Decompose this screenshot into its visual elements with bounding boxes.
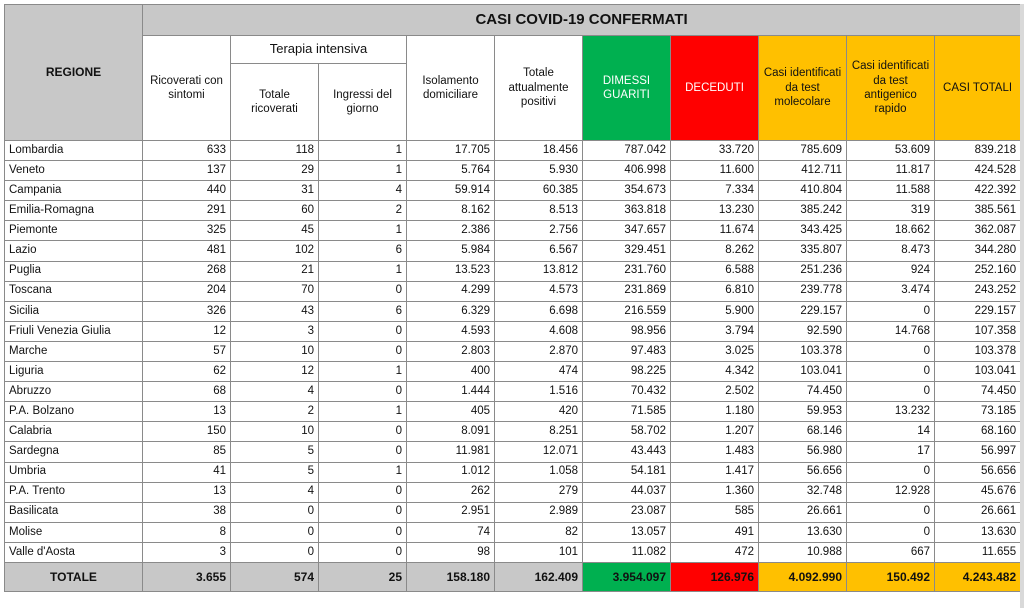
table-row — [5, 221, 1021, 241]
molecolare-cell: 13.630 — [759, 522, 847, 542]
header-totali: CASI TOTALI — [935, 36, 1021, 141]
table-row — [5, 261, 1021, 281]
casi-totali-cell: 229.157 — [935, 301, 1021, 321]
ingressi-cell: 1 — [319, 402, 407, 422]
deceduti-cell: 1.360 — [671, 482, 759, 502]
molecolare-cell: 103.041 — [759, 362, 847, 382]
casi-totali-cell: 362.087 — [935, 221, 1021, 241]
casi-totali-cell: 103.378 — [935, 341, 1021, 361]
antigenico-cell: 0 — [847, 362, 935, 382]
dimessi-cell: 98.225 — [583, 362, 671, 382]
molecolare-cell: 785.609 — [759, 141, 847, 161]
antigenico-cell: 3.474 — [847, 281, 935, 301]
header-antigenico: Casi identificati da test antigenico rapido — [847, 36, 935, 141]
header-molecolare: Casi identificati da test molecolare — [759, 36, 847, 141]
totale-ricoverati-cell: 5 — [231, 462, 319, 482]
dimessi-cell: 97.483 — [583, 341, 671, 361]
header-terapia-group: Terapia intensiva — [231, 36, 407, 64]
antigenico-cell: 11.588 — [847, 181, 935, 201]
header-totale-ricoverati: Totale ricoverati — [231, 64, 319, 141]
antigenico-cell: 8.473 — [847, 241, 935, 261]
ricoverati-cell: 150 — [143, 422, 231, 442]
molecolare-cell: 26.661 — [759, 502, 847, 522]
table-row — [5, 542, 1021, 562]
table-row — [5, 321, 1021, 341]
antigenico-cell: 0 — [847, 341, 935, 361]
totale-ricoverati-cell: 2 — [231, 402, 319, 422]
isolamento-cell: 17.705 — [407, 141, 495, 161]
isolamento-cell: 1.444 — [407, 382, 495, 402]
casi-totali-cell: 243.252 — [935, 281, 1021, 301]
ricoverati-cell: 12 — [143, 321, 231, 341]
ingressi-cell: 1 — [319, 221, 407, 241]
region-name-cell: Campania — [5, 181, 143, 201]
ricoverati-cell: 137 — [143, 161, 231, 181]
totale-ricoverati-cell: 31 — [231, 181, 319, 201]
ricoverati-cell: 325 — [143, 221, 231, 241]
ingressi-cell: 0 — [319, 442, 407, 462]
dimessi-cell: 11.082 — [583, 542, 671, 562]
molecolare-cell: 343.425 — [759, 221, 847, 241]
dimessi-cell: 347.657 — [583, 221, 671, 241]
ingressi-cell: 0 — [319, 502, 407, 522]
ingressi-cell: 1 — [319, 141, 407, 161]
ricoverati-cell: 204 — [143, 281, 231, 301]
region-name-cell: Molise — [5, 522, 143, 542]
isolamento-cell: 2.951 — [407, 502, 495, 522]
casi-totali-cell: 56.656 — [935, 462, 1021, 482]
molecolare-cell: 103.378 — [759, 341, 847, 361]
dimessi-cell: 71.585 — [583, 402, 671, 422]
region-name-cell: Basilicata — [5, 502, 143, 522]
dimessi-cell: 216.559 — [583, 301, 671, 321]
ingressi-cell: 2 — [319, 201, 407, 221]
deceduti-cell: 1.180 — [671, 402, 759, 422]
total-dimessi: 3.954.097 — [583, 562, 671, 591]
right-edge-strip — [1020, 4, 1024, 608]
totals-row — [5, 562, 1021, 591]
totale-ricoverati-cell: 118 — [231, 141, 319, 161]
deceduti-cell: 33.720 — [671, 141, 759, 161]
positivi-cell: 1.516 — [495, 382, 583, 402]
antigenico-cell: 667 — [847, 542, 935, 562]
molecolare-cell: 56.656 — [759, 462, 847, 482]
casi-totali-cell: 839.218 — [935, 141, 1021, 161]
molecolare-cell: 239.778 — [759, 281, 847, 301]
deceduti-cell: 11.674 — [671, 221, 759, 241]
totale-ricoverati-cell: 12 — [231, 362, 319, 382]
antigenico-cell: 17 — [847, 442, 935, 462]
isolamento-cell: 4.299 — [407, 281, 495, 301]
totale-ricoverati-cell: 10 — [231, 422, 319, 442]
molecolare-cell: 32.748 — [759, 482, 847, 502]
region-name-cell: P.A. Bolzano — [5, 402, 143, 422]
table-row — [5, 161, 1021, 181]
ingressi-cell: 0 — [319, 281, 407, 301]
ricoverati-cell: 85 — [143, 442, 231, 462]
totale-ricoverati-cell: 5 — [231, 442, 319, 462]
ricoverati-cell: 440 — [143, 181, 231, 201]
deceduti-cell: 2.502 — [671, 382, 759, 402]
region-name-cell: Valle d'Aosta — [5, 542, 143, 562]
antigenico-cell: 11.817 — [847, 161, 935, 181]
antigenico-cell: 0 — [847, 382, 935, 402]
ingressi-cell: 1 — [319, 462, 407, 482]
casi-totali-cell: 422.392 — [935, 181, 1021, 201]
totale-ricoverati-cell: 21 — [231, 261, 319, 281]
totale-ricoverati-cell: 0 — [231, 502, 319, 522]
dimessi-cell: 231.869 — [583, 281, 671, 301]
isolamento-cell: 2.803 — [407, 341, 495, 361]
deceduti-cell: 1.207 — [671, 422, 759, 442]
casi-totali-cell: 26.661 — [935, 502, 1021, 522]
deceduti-cell: 585 — [671, 502, 759, 522]
antigenico-cell: 14.768 — [847, 321, 935, 341]
molecolare-cell: 92.590 — [759, 321, 847, 341]
positivi-cell: 474 — [495, 362, 583, 382]
isolamento-cell: 2.386 — [407, 221, 495, 241]
molecolare-cell: 68.146 — [759, 422, 847, 442]
totale-ricoverati-cell: 0 — [231, 522, 319, 542]
header-dimessi: DIMESSI GUARITI — [583, 36, 671, 141]
region-name-cell: P.A. Trento — [5, 482, 143, 502]
isolamento-cell: 1.012 — [407, 462, 495, 482]
isolamento-cell: 11.981 — [407, 442, 495, 462]
ingressi-cell: 4 — [319, 181, 407, 201]
molecolare-cell: 74.450 — [759, 382, 847, 402]
positivi-cell: 101 — [495, 542, 583, 562]
table-row — [5, 141, 1021, 161]
ricoverati-cell: 41 — [143, 462, 231, 482]
isolamento-cell: 8.091 — [407, 422, 495, 442]
deceduti-cell: 5.900 — [671, 301, 759, 321]
ingressi-cell: 1 — [319, 362, 407, 382]
deceduti-cell: 491 — [671, 522, 759, 542]
ingressi-cell: 0 — [319, 522, 407, 542]
antigenico-cell: 0 — [847, 522, 935, 542]
table-row — [5, 281, 1021, 301]
ingressi-cell: 1 — [319, 261, 407, 281]
casi-totali-cell: 74.450 — [935, 382, 1021, 402]
isolamento-cell: 59.914 — [407, 181, 495, 201]
table-row — [5, 341, 1021, 361]
region-name-cell: Emilia-Romagna — [5, 201, 143, 221]
deceduti-cell: 13.230 — [671, 201, 759, 221]
region-name-cell: Calabria — [5, 422, 143, 442]
antigenico-cell: 14 — [847, 422, 935, 442]
totals-label: TOTALE — [5, 562, 143, 591]
molecolare-cell: 229.157 — [759, 301, 847, 321]
dimessi-cell: 231.760 — [583, 261, 671, 281]
dimessi-cell: 363.818 — [583, 201, 671, 221]
totale-ricoverati-cell: 29 — [231, 161, 319, 181]
dimessi-cell: 70.432 — [583, 382, 671, 402]
total-casi: 4.243.482 — [935, 562, 1021, 591]
positivi-cell: 2.870 — [495, 341, 583, 361]
table-row — [5, 522, 1021, 542]
total-positivi: 162.409 — [495, 562, 583, 591]
deceduti-cell: 3.794 — [671, 321, 759, 341]
antigenico-cell: 0 — [847, 462, 935, 482]
totale-ricoverati-cell: 0 — [231, 542, 319, 562]
ingressi-cell: 6 — [319, 301, 407, 321]
positivi-cell: 13.812 — [495, 261, 583, 281]
totale-ricoverati-cell: 4 — [231, 382, 319, 402]
table-row — [5, 402, 1021, 422]
ricoverati-cell: 326 — [143, 301, 231, 321]
positivi-cell: 6.567 — [495, 241, 583, 261]
dimessi-cell: 787.042 — [583, 141, 671, 161]
molecolare-cell: 10.988 — [759, 542, 847, 562]
dimessi-cell: 354.673 — [583, 181, 671, 201]
table-row — [5, 482, 1021, 502]
ingressi-cell: 0 — [319, 542, 407, 562]
positivi-cell: 279 — [495, 482, 583, 502]
deceduti-cell: 3.025 — [671, 341, 759, 361]
dimessi-cell: 13.057 — [583, 522, 671, 542]
region-name-cell: Veneto — [5, 161, 143, 181]
covid-table-container — [4, 4, 1020, 608]
casi-totali-cell: 68.160 — [935, 422, 1021, 442]
ricoverati-cell: 38 — [143, 502, 231, 522]
total-terapia: 574 — [231, 562, 319, 591]
totale-ricoverati-cell: 60 — [231, 201, 319, 221]
ricoverati-cell: 57 — [143, 341, 231, 361]
antigenico-cell: 0 — [847, 301, 935, 321]
isolamento-cell: 98 — [407, 542, 495, 562]
positivi-cell: 4.608 — [495, 321, 583, 341]
table-row — [5, 362, 1021, 382]
casi-totali-cell: 424.528 — [935, 161, 1021, 181]
covid-cases-table — [4, 4, 1021, 592]
total-antigenico: 150.492 — [847, 562, 935, 591]
isolamento-cell: 5.984 — [407, 241, 495, 261]
dimessi-cell: 23.087 — [583, 502, 671, 522]
ingressi-cell: 0 — [319, 382, 407, 402]
region-name-cell: Piemonte — [5, 221, 143, 241]
header-deceduti: DECEDUTI — [671, 36, 759, 141]
positivi-cell: 5.930 — [495, 161, 583, 181]
deceduti-cell: 8.262 — [671, 241, 759, 261]
deceduti-cell: 6.588 — [671, 261, 759, 281]
antigenico-cell: 53.609 — [847, 141, 935, 161]
positivi-cell: 2.989 — [495, 502, 583, 522]
total-ricoverati: 3.655 — [143, 562, 231, 591]
totale-ricoverati-cell: 70 — [231, 281, 319, 301]
header-isolamento: Isolamento domiciliare — [407, 36, 495, 141]
antigenico-cell: 13.232 — [847, 402, 935, 422]
deceduti-cell: 11.600 — [671, 161, 759, 181]
table-row — [5, 241, 1021, 261]
dimessi-cell: 43.443 — [583, 442, 671, 462]
antigenico-cell: 12.928 — [847, 482, 935, 502]
totale-ricoverati-cell: 10 — [231, 341, 319, 361]
deceduti-cell: 1.483 — [671, 442, 759, 462]
table-row — [5, 301, 1021, 321]
table-row — [5, 201, 1021, 221]
deceduti-cell: 1.417 — [671, 462, 759, 482]
dimessi-cell: 54.181 — [583, 462, 671, 482]
isolamento-cell: 8.162 — [407, 201, 495, 221]
ricoverati-cell: 3 — [143, 542, 231, 562]
positivi-cell: 2.756 — [495, 221, 583, 241]
positivi-cell: 8.251 — [495, 422, 583, 442]
isolamento-cell: 262 — [407, 482, 495, 502]
antigenico-cell: 0 — [847, 502, 935, 522]
ingressi-cell: 1 — [319, 161, 407, 181]
header-ingressi: Ingressi del giorno — [319, 64, 407, 141]
isolamento-cell: 74 — [407, 522, 495, 542]
isolamento-cell: 6.329 — [407, 301, 495, 321]
total-isolamento: 158.180 — [407, 562, 495, 591]
molecolare-cell: 56.980 — [759, 442, 847, 462]
ricoverati-cell: 481 — [143, 241, 231, 261]
isolamento-cell: 405 — [407, 402, 495, 422]
positivi-cell: 420 — [495, 402, 583, 422]
table-row — [5, 442, 1021, 462]
total-deceduti: 126.976 — [671, 562, 759, 591]
antigenico-cell: 18.662 — [847, 221, 935, 241]
region-name-cell: Friuli Venezia Giulia — [5, 321, 143, 341]
region-name-cell: Abruzzo — [5, 382, 143, 402]
totale-ricoverati-cell: 102 — [231, 241, 319, 261]
casi-totali-cell: 385.561 — [935, 201, 1021, 221]
dimessi-cell: 58.702 — [583, 422, 671, 442]
region-name-cell: Marche — [5, 341, 143, 361]
region-name-cell: Umbria — [5, 462, 143, 482]
table-row — [5, 181, 1021, 201]
isolamento-cell: 4.593 — [407, 321, 495, 341]
totale-ricoverati-cell: 43 — [231, 301, 319, 321]
table-row — [5, 382, 1021, 402]
deceduti-cell: 472 — [671, 542, 759, 562]
ricoverati-cell: 268 — [143, 261, 231, 281]
ingressi-cell: 6 — [319, 241, 407, 261]
totale-ricoverati-cell: 3 — [231, 321, 319, 341]
dimessi-cell: 406.998 — [583, 161, 671, 181]
molecolare-cell: 335.807 — [759, 241, 847, 261]
casi-totali-cell: 56.997 — [935, 442, 1021, 462]
positivi-cell: 82 — [495, 522, 583, 542]
region-name-cell: Lombardia — [5, 141, 143, 161]
total-molecolare: 4.092.990 — [759, 562, 847, 591]
positivi-cell: 18.456 — [495, 141, 583, 161]
antigenico-cell: 319 — [847, 201, 935, 221]
positivi-cell: 8.513 — [495, 201, 583, 221]
table-title: CASI COVID-19 CONFERMATI — [143, 5, 1021, 36]
dimessi-cell: 44.037 — [583, 482, 671, 502]
casi-totali-cell: 103.041 — [935, 362, 1021, 382]
dimessi-cell: 98.956 — [583, 321, 671, 341]
isolamento-cell: 5.764 — [407, 161, 495, 181]
table-row — [5, 462, 1021, 482]
isolamento-cell: 400 — [407, 362, 495, 382]
table-row — [5, 502, 1021, 522]
ricoverati-cell: 633 — [143, 141, 231, 161]
casi-totali-cell: 107.358 — [935, 321, 1021, 341]
positivi-cell: 6.698 — [495, 301, 583, 321]
region-name-cell: Liguria — [5, 362, 143, 382]
region-name-cell: Toscana — [5, 281, 143, 301]
casi-totali-cell: 45.676 — [935, 482, 1021, 502]
molecolare-cell: 251.236 — [759, 261, 847, 281]
dimessi-cell: 329.451 — [583, 241, 671, 261]
totale-ricoverati-cell: 4 — [231, 482, 319, 502]
positivi-cell: 4.573 — [495, 281, 583, 301]
totale-ricoverati-cell: 45 — [231, 221, 319, 241]
region-name-cell: Sardegna — [5, 442, 143, 462]
molecolare-cell: 385.242 — [759, 201, 847, 221]
casi-totali-cell: 11.655 — [935, 542, 1021, 562]
region-name-cell: Sicilia — [5, 301, 143, 321]
isolamento-cell: 13.523 — [407, 261, 495, 281]
ricoverati-cell: 8 — [143, 522, 231, 542]
total-ingressi: 25 — [319, 562, 407, 591]
header-positivi: Totale attualmente positivi — [495, 36, 583, 141]
positivi-cell: 1.058 — [495, 462, 583, 482]
positivi-cell: 60.385 — [495, 181, 583, 201]
ingressi-cell: 0 — [319, 321, 407, 341]
ricoverati-cell: 68 — [143, 382, 231, 402]
ingressi-cell: 0 — [319, 341, 407, 361]
ingressi-cell: 0 — [319, 482, 407, 502]
region-name-cell: Lazio — [5, 241, 143, 261]
molecolare-cell: 59.953 — [759, 402, 847, 422]
casi-totali-cell: 13.630 — [935, 522, 1021, 542]
ingressi-cell: 0 — [319, 422, 407, 442]
casi-totali-cell: 344.280 — [935, 241, 1021, 261]
molecolare-cell: 410.804 — [759, 181, 847, 201]
ricoverati-cell: 291 — [143, 201, 231, 221]
deceduti-cell: 6.810 — [671, 281, 759, 301]
deceduti-cell: 7.334 — [671, 181, 759, 201]
header-ricoverati: Ricoverati con sintomi — [143, 36, 231, 141]
molecolare-cell: 412.711 — [759, 161, 847, 181]
table-row — [5, 422, 1021, 442]
casi-totali-cell: 73.185 — [935, 402, 1021, 422]
ricoverati-cell: 62 — [143, 362, 231, 382]
positivi-cell: 12.071 — [495, 442, 583, 462]
antigenico-cell: 924 — [847, 261, 935, 281]
region-name-cell: Puglia — [5, 261, 143, 281]
casi-totali-cell: 252.160 — [935, 261, 1021, 281]
header-regione: REGIONE — [5, 5, 143, 141]
ricoverati-cell: 13 — [143, 402, 231, 422]
ricoverati-cell: 13 — [143, 482, 231, 502]
deceduti-cell: 4.342 — [671, 362, 759, 382]
